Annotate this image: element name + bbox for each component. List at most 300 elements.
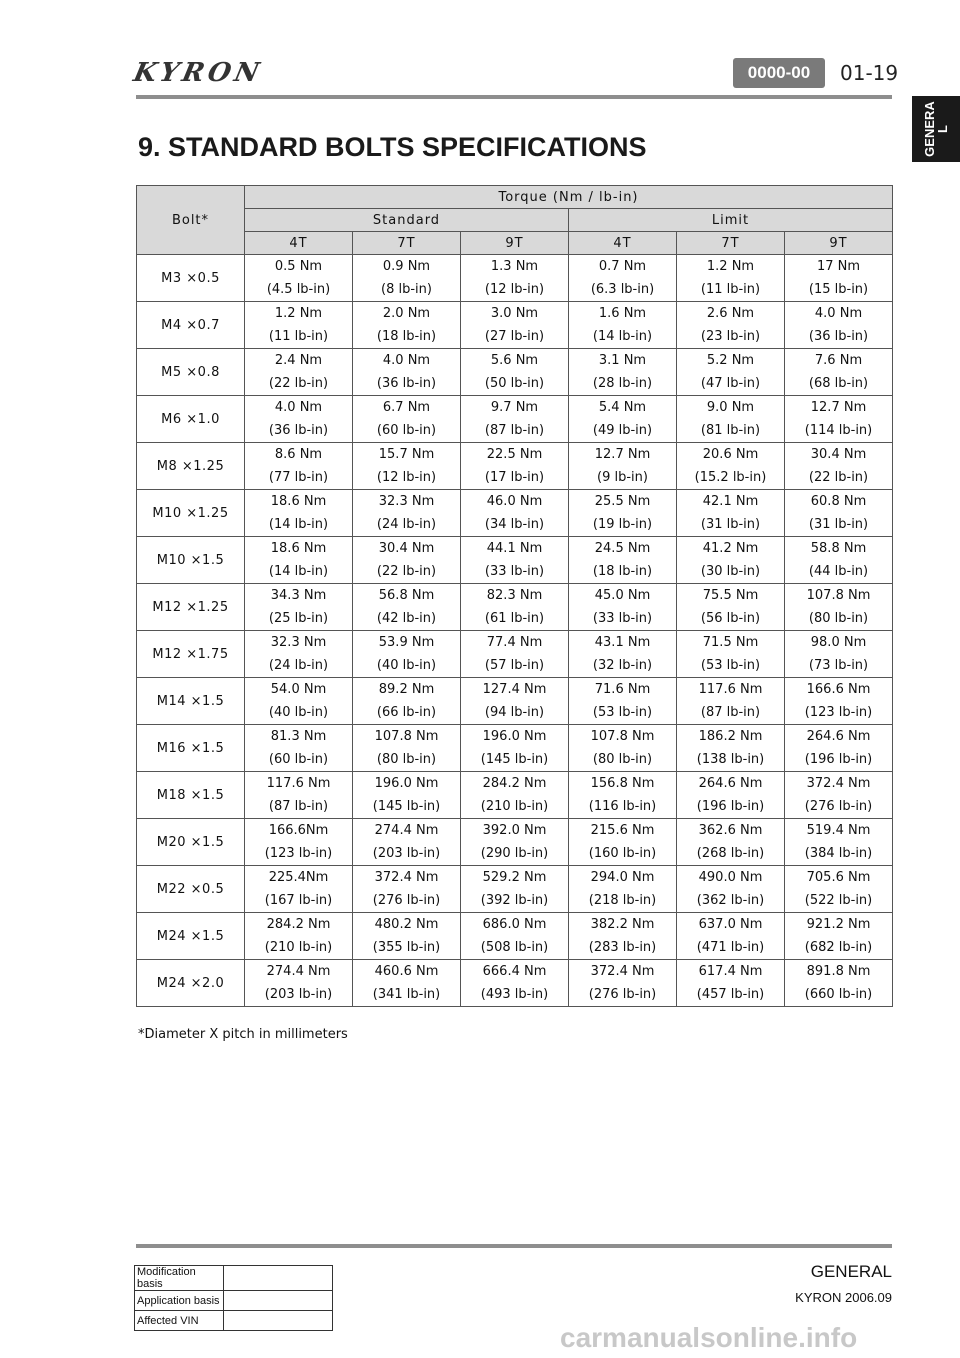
bolt-size: M3 ×0.5 bbox=[137, 255, 245, 302]
torque-nm: 372.4 Nm bbox=[590, 964, 655, 979]
torque-lbin: (31 lb-in) bbox=[808, 517, 869, 532]
torque-nm: 18.6 Nm bbox=[270, 494, 327, 509]
torque-cell bbox=[353, 631, 461, 678]
torque-cell bbox=[461, 349, 569, 396]
torque-cell bbox=[569, 255, 677, 302]
torque-cell bbox=[461, 490, 569, 537]
torque-lbin: (24 lb-in) bbox=[268, 658, 329, 673]
torque-nm: 460.6 Nm bbox=[374, 964, 439, 979]
torque-cell bbox=[677, 255, 785, 302]
torque-lbin: (276 lb-in) bbox=[588, 987, 657, 1002]
modification-table bbox=[134, 1265, 333, 1331]
torque-nm: 32.3 Nm bbox=[270, 635, 327, 650]
section-code-badge: 0000-00 bbox=[733, 58, 825, 88]
torque-lbin: (80 lb-in) bbox=[592, 752, 653, 767]
standard-header: Standard bbox=[245, 209, 569, 232]
torque-nm: 77.4 Nm bbox=[486, 635, 543, 650]
torque-cell bbox=[245, 396, 353, 443]
torque-lbin: (53 lb-in) bbox=[700, 658, 761, 673]
torque-lbin: (34 lb-in) bbox=[484, 517, 545, 532]
torque-cell bbox=[569, 302, 677, 349]
torque-cell bbox=[785, 537, 893, 584]
torque-lbin: (18 lb-in) bbox=[592, 564, 653, 579]
bolt-size: M24 ×2.0 bbox=[137, 960, 245, 1007]
torque-lbin: (44 lb-in) bbox=[808, 564, 869, 579]
torque-lbin: (18 lb-in) bbox=[376, 329, 437, 344]
torque-nm: 156.8 Nm bbox=[590, 776, 655, 791]
modification-label: Application basis bbox=[135, 1291, 224, 1311]
torque-cell bbox=[461, 584, 569, 631]
torque-nm: 891.8 Nm bbox=[806, 964, 871, 979]
bolt-size: M12 ×1.25 bbox=[137, 584, 245, 631]
torque-lbin: (80 lb-in) bbox=[808, 611, 869, 626]
torque-lbin: (123 lb-in) bbox=[264, 846, 333, 861]
table-row bbox=[137, 490, 893, 537]
table-row bbox=[137, 631, 893, 678]
torque-cell bbox=[461, 866, 569, 913]
torque-lbin: (77 lb-in) bbox=[268, 470, 329, 485]
torque-cell bbox=[461, 443, 569, 490]
bolt-size: M5 ×0.8 bbox=[137, 349, 245, 396]
modification-value bbox=[224, 1311, 333, 1331]
torque-lbin: (8 lb-in) bbox=[381, 282, 432, 297]
torque-cell bbox=[677, 396, 785, 443]
torque-lbin: (68 lb-in) bbox=[808, 376, 869, 391]
torque-nm: 32.3 Nm bbox=[378, 494, 435, 509]
torque-cell bbox=[785, 866, 893, 913]
torque-cell bbox=[677, 772, 785, 819]
torque-cell bbox=[353, 772, 461, 819]
torque-header: Torque (Nm / lb-in) bbox=[245, 186, 893, 209]
torque-nm: 3.0 Nm bbox=[490, 306, 539, 321]
modification-label: Affected VIN bbox=[135, 1311, 224, 1331]
torque-cell bbox=[785, 490, 893, 537]
torque-cell bbox=[677, 866, 785, 913]
torque-nm: 215.6 Nm bbox=[590, 823, 655, 838]
torque-lbin: (290 lb-in) bbox=[480, 846, 549, 861]
torque-nm: 9.0 Nm bbox=[706, 400, 755, 415]
torque-nm: 362.6 Nm bbox=[698, 823, 763, 838]
torque-lbin: (196 lb-in) bbox=[804, 752, 873, 767]
table-row bbox=[137, 255, 893, 302]
torque-nm: 5.6 Nm bbox=[490, 353, 539, 368]
torque-nm: 392.0 Nm bbox=[482, 823, 547, 838]
table-row bbox=[137, 913, 893, 960]
torque-cell bbox=[569, 772, 677, 819]
torque-lbin: (167 lb-in) bbox=[264, 893, 333, 908]
torque-cell bbox=[245, 443, 353, 490]
torque-cell bbox=[461, 631, 569, 678]
torque-nm: 196.0 Nm bbox=[482, 729, 547, 744]
torque-nm: 12.7 Nm bbox=[594, 447, 651, 462]
torque-cell bbox=[569, 913, 677, 960]
modification-row bbox=[135, 1266, 333, 1291]
torque-cell bbox=[461, 772, 569, 819]
torque-lbin: (57 lb-in) bbox=[484, 658, 545, 673]
torque-lbin: (87 lb-in) bbox=[700, 705, 761, 720]
bolt-size: M10 ×1.25 bbox=[137, 490, 245, 537]
torque-lbin: (355 lb-in) bbox=[372, 940, 441, 955]
grade-header-standard-7t: 7T bbox=[353, 232, 461, 255]
torque-nm: 12.7 Nm bbox=[810, 400, 867, 415]
table-row bbox=[137, 443, 893, 490]
torque-nm: 5.2 Nm bbox=[706, 353, 755, 368]
torque-nm: 529.2 Nm bbox=[482, 870, 547, 885]
torque-cell bbox=[677, 584, 785, 631]
torque-cell bbox=[353, 819, 461, 866]
torque-cell bbox=[353, 678, 461, 725]
torque-lbin: (196 lb-in) bbox=[696, 799, 765, 814]
table-row bbox=[137, 537, 893, 584]
torque-cell bbox=[785, 443, 893, 490]
torque-cell bbox=[785, 396, 893, 443]
torque-nm: 274.4 Nm bbox=[374, 823, 439, 838]
torque-nm: 117.6 Nm bbox=[698, 682, 763, 697]
modification-value bbox=[224, 1266, 333, 1291]
torque-nm: 98.0 Nm bbox=[810, 635, 867, 650]
table-row bbox=[137, 396, 893, 443]
torque-lbin: (36 lb-in) bbox=[376, 376, 437, 391]
torque-lbin: (15.2 lb-in) bbox=[694, 470, 767, 485]
torque-lbin: (6.3 lb-in) bbox=[590, 282, 655, 297]
side-tab-label: GENERA L bbox=[922, 101, 950, 157]
torque-nm: 372.4 Nm bbox=[374, 870, 439, 885]
torque-cell bbox=[245, 302, 353, 349]
bolt-size: M22 ×0.5 bbox=[137, 866, 245, 913]
torque-nm: 166.6 Nm bbox=[806, 682, 871, 697]
torque-nm: 24.5 Nm bbox=[594, 541, 651, 556]
torque-lbin: (508 lb-in) bbox=[480, 940, 549, 955]
torque-lbin: (32 lb-in) bbox=[592, 658, 653, 673]
torque-nm: 25.5 Nm bbox=[594, 494, 651, 509]
torque-nm: 117.6 Nm bbox=[266, 776, 331, 791]
torque-cell bbox=[353, 960, 461, 1007]
torque-lbin: (81 lb-in) bbox=[700, 423, 761, 438]
torque-lbin: (14 lb-in) bbox=[268, 517, 329, 532]
bolt-size: M12 ×1.75 bbox=[137, 631, 245, 678]
torque-lbin: (61 lb-in) bbox=[484, 611, 545, 626]
bolt-size: M6 ×1.0 bbox=[137, 396, 245, 443]
table-row bbox=[137, 584, 893, 631]
torque-cell bbox=[353, 584, 461, 631]
torque-cell bbox=[461, 678, 569, 725]
torque-cell bbox=[245, 490, 353, 537]
torque-nm: 4.0 Nm bbox=[382, 353, 431, 368]
torque-nm: 58.8 Nm bbox=[810, 541, 867, 556]
torque-cell bbox=[569, 443, 677, 490]
torque-nm: 44.1 Nm bbox=[486, 541, 543, 556]
torque-nm: 1.3 Nm bbox=[490, 259, 539, 274]
torque-cell bbox=[785, 255, 893, 302]
torque-nm: 45.0 Nm bbox=[594, 588, 651, 603]
torque-cell bbox=[461, 396, 569, 443]
table-row bbox=[137, 960, 893, 1007]
torque-nm: 921.2 Nm bbox=[806, 917, 871, 932]
grade-header-standard-4t: 4T bbox=[245, 232, 353, 255]
kyron-logo: KYRON bbox=[130, 58, 266, 88]
torque-nm: 480.2 Nm bbox=[374, 917, 439, 932]
torque-nm: 71.6 Nm bbox=[594, 682, 651, 697]
footer-section-name: GENERAL bbox=[810, 1262, 892, 1281]
torque-cell bbox=[353, 490, 461, 537]
torque-cell bbox=[461, 819, 569, 866]
torque-nm: 284.2 Nm bbox=[482, 776, 547, 791]
torque-lbin: (14 lb-in) bbox=[592, 329, 653, 344]
torque-cell bbox=[245, 584, 353, 631]
table-row bbox=[137, 866, 893, 913]
torque-lbin: (17 lb-in) bbox=[484, 470, 545, 485]
torque-lbin: (56 lb-in) bbox=[700, 611, 761, 626]
torque-cell bbox=[677, 443, 785, 490]
torque-nm: 15.7 Nm bbox=[378, 447, 435, 462]
torque-nm: 264.6 Nm bbox=[698, 776, 763, 791]
torque-cell bbox=[353, 725, 461, 772]
grade-header-standard-9t: 9T bbox=[461, 232, 569, 255]
table-row bbox=[137, 678, 893, 725]
torque-cell bbox=[461, 255, 569, 302]
torque-nm: 53.9 Nm bbox=[378, 635, 435, 650]
torque-nm: 637.0 Nm bbox=[698, 917, 763, 932]
torque-lbin: (36 lb-in) bbox=[268, 423, 329, 438]
side-tab-general[interactable] bbox=[912, 96, 960, 162]
footer-model-date: KYRON 2006.09 bbox=[795, 1290, 892, 1305]
bolt-size: M4 ×0.7 bbox=[137, 302, 245, 349]
torque-lbin: (362 lb-in) bbox=[696, 893, 765, 908]
torque-lbin: (60 lb-in) bbox=[268, 752, 329, 767]
spec-table-body bbox=[137, 255, 893, 1007]
torque-cell bbox=[353, 396, 461, 443]
torque-nm: 2.4 Nm bbox=[274, 353, 323, 368]
torque-lbin: (471 lb-in) bbox=[696, 940, 765, 955]
torque-cell bbox=[785, 960, 893, 1007]
torque-nm: 4.0 Nm bbox=[814, 306, 863, 321]
torque-lbin: (210 lb-in) bbox=[480, 799, 549, 814]
torque-lbin: (123 lb-in) bbox=[804, 705, 873, 720]
torque-cell bbox=[569, 396, 677, 443]
torque-lbin: (33 lb-in) bbox=[592, 611, 653, 626]
torque-cell bbox=[569, 584, 677, 631]
torque-lbin: (9 lb-in) bbox=[597, 470, 648, 485]
bolt-column-header: Bolt* bbox=[137, 186, 245, 255]
torque-cell bbox=[677, 631, 785, 678]
torque-nm: 294.0 Nm bbox=[590, 870, 655, 885]
torque-cell bbox=[245, 772, 353, 819]
torque-nm: 60.8 Nm bbox=[810, 494, 867, 509]
torque-nm: 4.0 Nm bbox=[274, 400, 323, 415]
grade-header-limit-4t: 4T bbox=[569, 232, 677, 255]
torque-cell bbox=[785, 772, 893, 819]
torque-lbin: (493 lb-in) bbox=[480, 987, 549, 1002]
torque-cell bbox=[677, 960, 785, 1007]
torque-cell bbox=[245, 960, 353, 1007]
torque-nm: 30.4 Nm bbox=[378, 541, 435, 556]
torque-lbin: (15 lb-in) bbox=[808, 282, 869, 297]
torque-nm: 284.2 Nm bbox=[266, 917, 331, 932]
torque-nm: 490.0 Nm bbox=[698, 870, 763, 885]
torque-nm: 1.6 Nm bbox=[598, 306, 647, 321]
table-row bbox=[137, 772, 893, 819]
torque-cell bbox=[353, 913, 461, 960]
torque-lbin: (42 lb-in) bbox=[376, 611, 437, 626]
torque-cell bbox=[245, 819, 353, 866]
torque-nm: 519.4 Nm bbox=[806, 823, 871, 838]
torque-cell bbox=[677, 302, 785, 349]
torque-lbin: (31 lb-in) bbox=[700, 517, 761, 532]
footer-divider bbox=[136, 1244, 892, 1248]
torque-lbin: (114 lb-in) bbox=[804, 423, 873, 438]
torque-nm: 372.4 Nm bbox=[806, 776, 871, 791]
torque-cell bbox=[569, 490, 677, 537]
torque-nm: 71.5 Nm bbox=[702, 635, 759, 650]
torque-lbin: (268 lb-in) bbox=[696, 846, 765, 861]
bolt-spec-table bbox=[136, 185, 893, 1007]
torque-lbin: (22 lb-in) bbox=[268, 376, 329, 391]
table-row bbox=[137, 725, 893, 772]
torque-cell bbox=[785, 725, 893, 772]
torque-nm: 18.6 Nm bbox=[270, 541, 327, 556]
torque-cell bbox=[677, 819, 785, 866]
torque-lbin: (24 lb-in) bbox=[376, 517, 437, 532]
torque-lbin: (27 lb-in) bbox=[484, 329, 545, 344]
torque-lbin: (23 lb-in) bbox=[700, 329, 761, 344]
torque-lbin: (145 lb-in) bbox=[372, 799, 441, 814]
torque-lbin: (203 lb-in) bbox=[372, 846, 441, 861]
torque-cell bbox=[569, 725, 677, 772]
torque-lbin: (457 lb-in) bbox=[696, 987, 765, 1002]
torque-nm: 30.4 Nm bbox=[810, 447, 867, 462]
torque-nm: 5.4 Nm bbox=[598, 400, 647, 415]
torque-nm: 9.7 Nm bbox=[490, 400, 539, 415]
torque-cell bbox=[353, 255, 461, 302]
torque-lbin: (160 lb-in) bbox=[588, 846, 657, 861]
watermark: carmanualsonline.info bbox=[560, 1322, 858, 1353]
torque-cell bbox=[245, 631, 353, 678]
torque-nm: 225.4Nm bbox=[268, 870, 329, 885]
torque-cell bbox=[569, 537, 677, 584]
torque-nm: 107.8 Nm bbox=[806, 588, 871, 603]
torque-cell bbox=[245, 866, 353, 913]
torque-lbin: (210 lb-in) bbox=[264, 940, 333, 955]
torque-cell bbox=[677, 913, 785, 960]
torque-nm: 89.2 Nm bbox=[378, 682, 435, 697]
torque-nm: 186.2 Nm bbox=[698, 729, 763, 744]
table-row bbox=[137, 819, 893, 866]
torque-lbin: (22 lb-in) bbox=[808, 470, 869, 485]
torque-nm: 705.6 Nm bbox=[806, 870, 871, 885]
modification-row bbox=[135, 1311, 333, 1331]
torque-nm: 20.6 Nm bbox=[702, 447, 759, 462]
torque-cell bbox=[353, 537, 461, 584]
torque-nm: 82.3 Nm bbox=[486, 588, 543, 603]
modification-value bbox=[224, 1291, 333, 1311]
torque-nm: 196.0 Nm bbox=[374, 776, 439, 791]
torque-cell bbox=[569, 866, 677, 913]
torque-nm: 34.3 Nm bbox=[270, 588, 327, 603]
torque-cell bbox=[785, 631, 893, 678]
torque-lbin: (47 lb-in) bbox=[700, 376, 761, 391]
table-row bbox=[137, 302, 893, 349]
torque-lbin: (116 lb-in) bbox=[588, 799, 657, 814]
torque-lbin: (87 lb-in) bbox=[484, 423, 545, 438]
torque-nm: 43.1 Nm bbox=[594, 635, 651, 650]
torque-lbin: (22 lb-in) bbox=[376, 564, 437, 579]
torque-cell bbox=[569, 819, 677, 866]
torque-nm: 1.2 Nm bbox=[274, 306, 323, 321]
torque-lbin: (522 lb-in) bbox=[804, 893, 873, 908]
torque-lbin: (276 lb-in) bbox=[804, 799, 873, 814]
torque-lbin: (138 lb-in) bbox=[696, 752, 765, 767]
torque-nm: 166.6Nm bbox=[268, 823, 329, 838]
torque-cell bbox=[677, 678, 785, 725]
torque-nm: 0.5 Nm bbox=[274, 259, 323, 274]
torque-cell bbox=[461, 302, 569, 349]
torque-lbin: (145 lb-in) bbox=[480, 752, 549, 767]
torque-nm: 127.4 Nm bbox=[482, 682, 547, 697]
torque-cell bbox=[569, 349, 677, 396]
torque-lbin: (14 lb-in) bbox=[268, 564, 329, 579]
torque-cell bbox=[245, 537, 353, 584]
torque-lbin: (19 lb-in) bbox=[592, 517, 653, 532]
torque-lbin: (87 lb-in) bbox=[268, 799, 329, 814]
torque-lbin: (50 lb-in) bbox=[484, 376, 545, 391]
torque-lbin: (94 lb-in) bbox=[484, 705, 545, 720]
header-divider bbox=[136, 95, 892, 99]
section-title: 9. STANDARD BOLTS SPECIFICATIONS bbox=[138, 132, 647, 162]
table-row bbox=[137, 349, 893, 396]
bolt-size: M8 ×1.25 bbox=[137, 443, 245, 490]
torque-cell bbox=[569, 631, 677, 678]
torque-nm: 274.4 Nm bbox=[266, 964, 331, 979]
torque-nm: 2.6 Nm bbox=[706, 306, 755, 321]
torque-cell bbox=[461, 913, 569, 960]
bolt-size: M18 ×1.5 bbox=[137, 772, 245, 819]
torque-lbin: (53 lb-in) bbox=[592, 705, 653, 720]
torque-lbin: (60 lb-in) bbox=[376, 423, 437, 438]
torque-lbin: (682 lb-in) bbox=[804, 940, 873, 955]
torque-cell bbox=[245, 255, 353, 302]
bolt-size: M20 ×1.5 bbox=[137, 819, 245, 866]
torque-cell bbox=[785, 349, 893, 396]
torque-nm: 617.4 Nm bbox=[698, 964, 763, 979]
torque-cell bbox=[245, 725, 353, 772]
torque-nm: 56.8 Nm bbox=[378, 588, 435, 603]
torque-nm: 75.5 Nm bbox=[702, 588, 759, 603]
limit-header: Limit bbox=[569, 209, 893, 232]
torque-lbin: (49 lb-in) bbox=[592, 423, 653, 438]
bolt-size: M14 ×1.5 bbox=[137, 678, 245, 725]
torque-cell bbox=[785, 819, 893, 866]
torque-lbin: (40 lb-in) bbox=[268, 705, 329, 720]
bolt-size: M16 ×1.5 bbox=[137, 725, 245, 772]
torque-cell bbox=[785, 913, 893, 960]
bolt-size: M24 ×1.5 bbox=[137, 913, 245, 960]
torque-lbin: (283 lb-in) bbox=[588, 940, 657, 955]
torque-cell bbox=[677, 349, 785, 396]
torque-lbin: (80 lb-in) bbox=[376, 752, 437, 767]
torque-nm: 6.7 Nm bbox=[382, 400, 431, 415]
torque-lbin: (30 lb-in) bbox=[700, 564, 761, 579]
torque-nm: 8.6 Nm bbox=[274, 447, 323, 462]
torque-nm: 686.0 Nm bbox=[482, 917, 547, 932]
torque-nm: 0.9 Nm bbox=[382, 259, 431, 274]
torque-lbin: (11 lb-in) bbox=[700, 282, 761, 297]
torque-lbin: (40 lb-in) bbox=[376, 658, 437, 673]
torque-lbin: (384 lb-in) bbox=[804, 846, 873, 861]
torque-cell bbox=[461, 725, 569, 772]
torque-lbin: (66 lb-in) bbox=[376, 705, 437, 720]
torque-lbin: (392 lb-in) bbox=[480, 893, 549, 908]
torque-nm: 666.4 Nm bbox=[482, 964, 547, 979]
